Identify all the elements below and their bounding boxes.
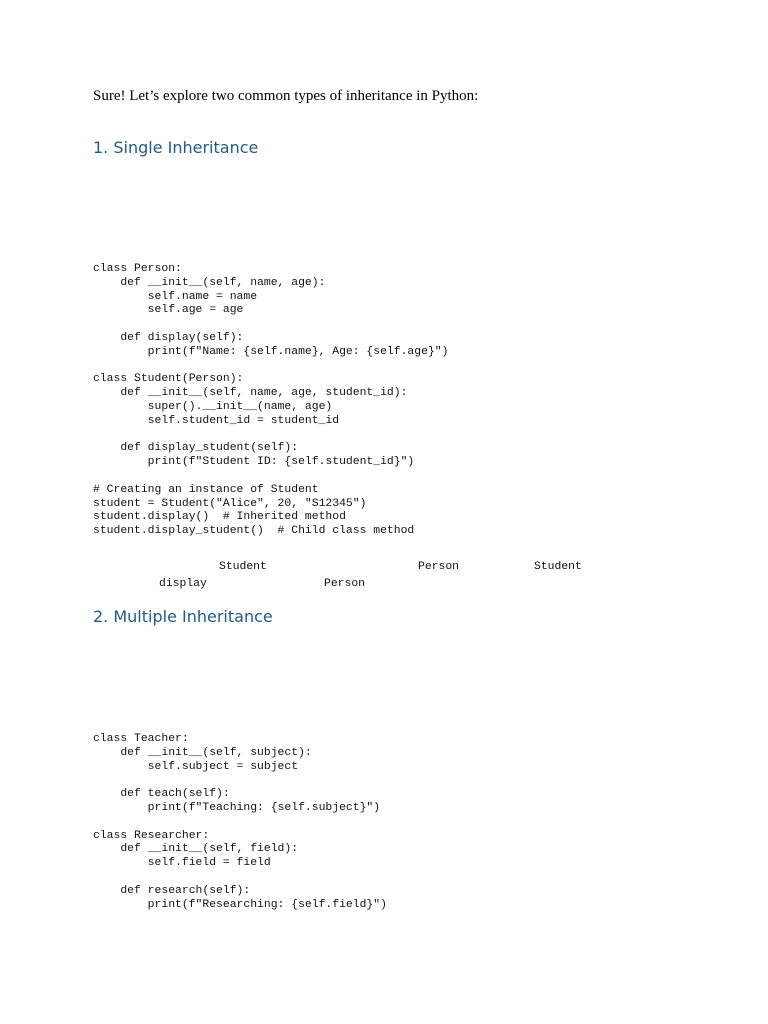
multiple-inheritance-heading: 2. Multiple Inheritance — [93, 607, 273, 626]
inline-term-student: Student — [219, 561, 267, 573]
single-inheritance-code-block: class Person: def __init__(self, name, age): self.name = name self.age = age def display(self): print(f"Name: {self.name}, Age: {self.age}") class Student(Person): def __init__(self, name, age, student_id): super().__init__(name, age) self.student_id = student_id def display_student(self): print(f"Student ID: {self.student_id}") # Creating an instance of Student student = Student("Alice", 20, "S12345") student.display() # Inherited method student.display_student() # Child class method — [93, 263, 449, 538]
multiple-inheritance-code-block: class Teacher: def __init__(self, subject): self.subject = subject def teach(self): print(f"Teaching: {self.subject}") class Researcher: def __init__(self, field): self.field = field def research(self): print(f"Researching: {self.field}") — [93, 733, 387, 911]
inline-term-student: Student — [534, 561, 582, 573]
inline-term-person: Person — [324, 578, 366, 590]
single-inheritance-heading: 1. Single Inheritance — [93, 138, 259, 157]
intro-text: Sure! Let’s explore two common types of inheritance in Python: — [93, 88, 479, 104]
inline-term-display: display — [159, 578, 207, 590]
inline-term-person: Person — [418, 561, 460, 573]
